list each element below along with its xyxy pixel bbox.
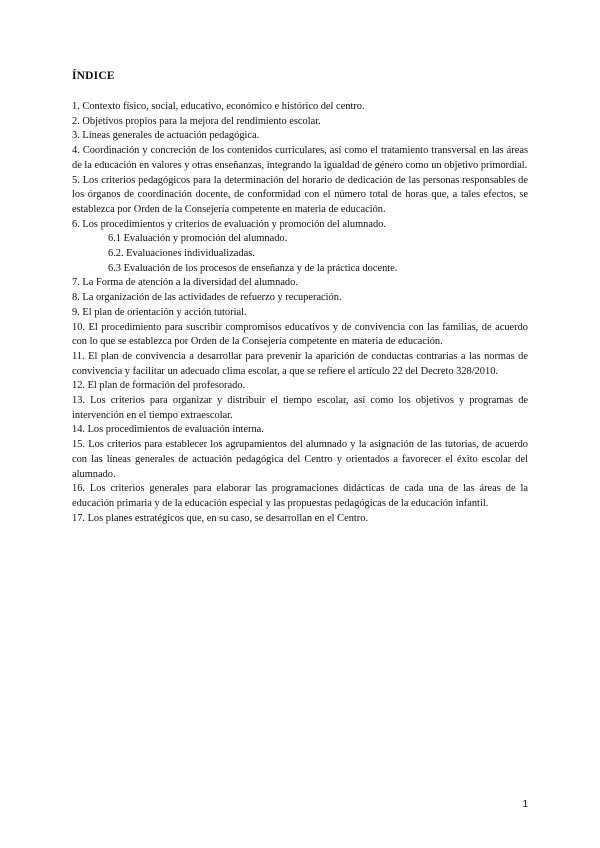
toc-entry-9: 9. El plan de orientación y acción tutorial. bbox=[72, 306, 247, 318]
toc-entry-4: 4. Coordinación y concreción de los contenidos curriculares, así como el tratamiento transversal en las áreas de la educación en valores y otras enseñanzas, integrando la igualdad de género como un objetivo primordial. bbox=[72, 145, 528, 171]
toc-entry-3: 3. Líneas generales de actuación pedagógica. bbox=[72, 130, 260, 142]
toc-entry-8: 8. La organización de las actividades de refuerzo y recuperación. bbox=[72, 292, 342, 304]
toc-entry-6-3: 6.3 Evaluación de los procesos de enseñanza y de la práctica docente. bbox=[108, 262, 398, 274]
table-of-contents bbox=[72, 100, 528, 526]
page-number: 1 bbox=[522, 799, 528, 810]
toc-entry-16: 16. Los criterios generales para elaborar las programaciones didácticas de cada una de las áreas de la educación primaria y de la educación especial y las propuestas pedagógicas de la educación infantil. bbox=[72, 483, 528, 509]
toc-entry-15: 15. Los criterios para establecer los agrupamientos del alumnado y la asignación de las tutorías, de acuerdo con las líneas generales de actuación pedagógica del Centro y orientados a favorecer el éxito escolar del alumnado. bbox=[72, 439, 528, 480]
toc-entry-6-2: 6.2. Evaluaciones individualizadas. bbox=[108, 248, 255, 260]
toc-entry-1: 1. Contexto físico, social, educativo, económico e histórico del centro. bbox=[72, 101, 365, 112]
page-title: ÍNDICE bbox=[72, 70, 115, 82]
toc-entry-10: 10. El procedimiento para suscribir compromisos educativos y de convivencia con las familias, de acuerdo con lo que se establezca por Orden de la Consejería competente en materia de educación. bbox=[72, 321, 528, 348]
toc-entry-6: 6. Los procedimientos y criterios de evaluación y promoción del alumnado. bbox=[72, 218, 386, 230]
toc-entry-5: 5. Los criterios pedagógicos para la determinación del horario de dedicación de las personas responsables de los órganos de coordinación docente, de conformidad con el número total de horas que, a tales efectos, se establezca por Orden de la Consejería competente en materia de educación. bbox=[72, 174, 528, 215]
toc-entry-14: 14. Los procedimientos de evaluación interna. bbox=[72, 424, 264, 436]
toc-entry-7: 7. La Forma de atención a la diversidad del alumnado. bbox=[72, 277, 298, 289]
toc-entry-2: 2. Objetivos propios para la mejora del rendimiento escolar. bbox=[72, 115, 321, 127]
toc-entry-6-1: 6.1 Evaluación y promoción del alumnado. bbox=[108, 233, 288, 245]
toc-entry-12: 12. El plan de formación del profesorado. bbox=[72, 380, 246, 392]
toc-entry-11: 11. El plan de convivencia a desarrollar para prevenir la aparición de conductas contrarias a las normas de convivencia y facilitar un adecuado clima escolar, a que se refiere el artículo 22 del Decreto 328/2010. bbox=[72, 350, 528, 377]
toc-entry-17: 17. Los planes estratégicos que, en su caso, se desarrollan en el Centro. bbox=[72, 512, 369, 524]
toc-entry-13: 13. Los criterios para organizar y distribuir el tiempo escolar, así como los objetivos y programas de intervención en el tiempo extraescolar. bbox=[72, 395, 528, 421]
